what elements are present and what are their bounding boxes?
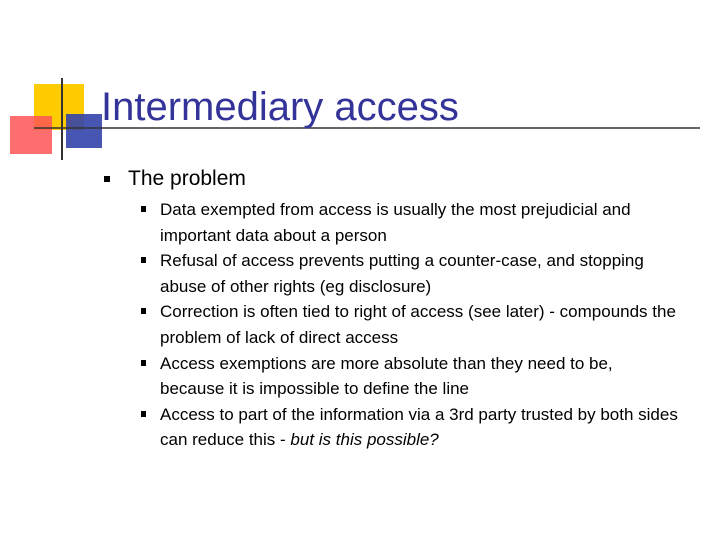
sub-bullet-item <box>141 402 680 453</box>
sub-bullet-text: Refusal of access prevents putting a counter-case, and stopping abuse of other rights (eg disclosure) <box>160 251 644 296</box>
bullet-level1 <box>104 165 246 193</box>
sub-bullet-item <box>141 351 680 402</box>
slide-title: Intermediary access <box>101 85 459 129</box>
square-bullet-icon <box>104 176 110 182</box>
square-bullet-icon <box>141 360 146 366</box>
sub-bullet-text: Correction is often tied to right of access (see later) - compounds the problem of lack of direct access <box>160 302 676 347</box>
sub-bullet-text: Access to part of the information via a 3rd party trusted by both sides can reduce this - <box>160 404 678 450</box>
sub-bullet-italic-text: but is this possible? <box>290 430 439 450</box>
square-bullet-icon <box>141 308 146 314</box>
bullet-level1-text: The problem <box>128 167 246 190</box>
square-bullet-icon <box>141 411 146 417</box>
square-bullet-icon <box>141 206 146 212</box>
sub-bullet-text: Access exemptions are more absolute than they need to be, because it is impossible to define the line <box>160 353 613 399</box>
sub-bullet-item <box>141 299 680 350</box>
deco-red-square <box>10 116 52 154</box>
sub-bullet-item <box>141 197 680 248</box>
square-bullet-icon <box>141 257 146 263</box>
sub-bullet-item <box>141 248 680 299</box>
sub-bullet-list <box>141 197 701 453</box>
deco-blue-square <box>66 114 102 148</box>
sub-bullet-text: Data exempted from access is usually the most prejudicial and important data about a person <box>160 200 631 245</box>
